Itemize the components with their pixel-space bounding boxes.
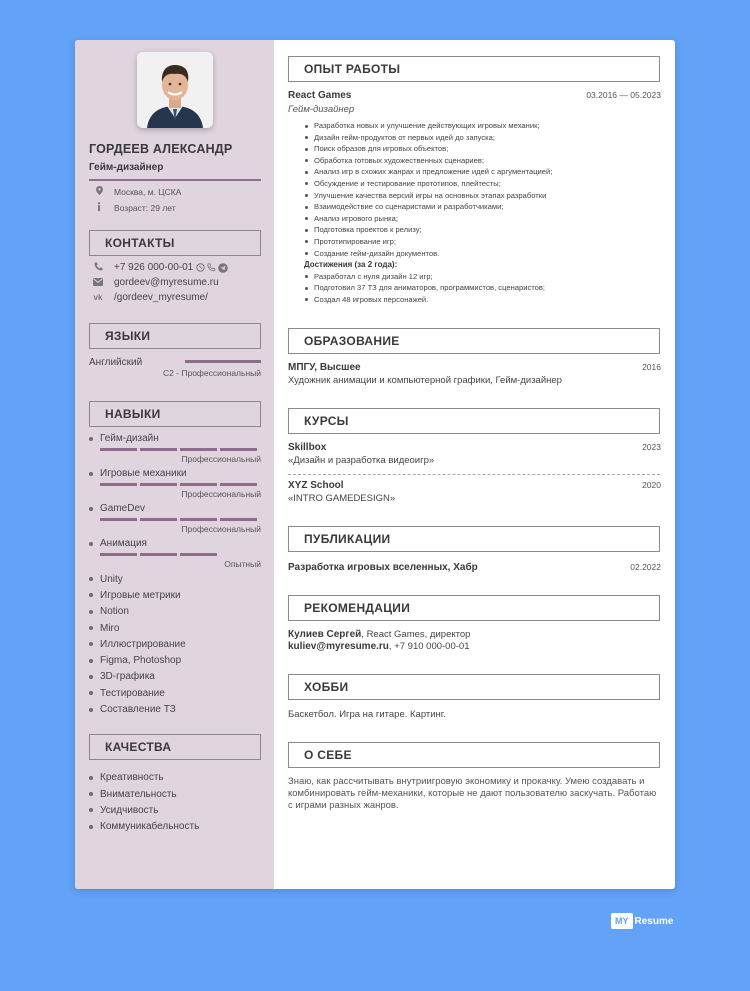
list-item: Создание гейм-дизайн документов. (304, 248, 661, 260)
language-level-bar (185, 360, 261, 363)
list-item: Креативность (89, 770, 260, 786)
skill-bars (100, 553, 261, 556)
recommender-position: , React Games, директор (361, 628, 471, 640)
bullet-icon (89, 507, 93, 511)
list-item: Прототипирование игр; (304, 236, 661, 248)
hobbies-text: Баскетбол. Игра на гитаре. Картинг. (288, 708, 446, 720)
location-row (89, 186, 260, 197)
skill-item (89, 503, 261, 534)
bullet-icon (89, 691, 93, 695)
course-name: XYZ School (288, 479, 344, 491)
school-name: МПГУ, Высшее (288, 361, 361, 373)
bullet-icon (89, 542, 93, 546)
list-item: Игровые метрики (89, 587, 260, 603)
education-header (288, 362, 661, 373)
list-item: Figma, Photoshop (89, 652, 260, 668)
sidebar (75, 40, 274, 889)
skill-bars (100, 448, 261, 451)
skill-level: Профессиональный (181, 454, 261, 464)
email-row (89, 277, 260, 288)
skill-level: Опытный (224, 559, 261, 569)
recommender-email[interactable]: kuliev@myresume.ru (288, 640, 389, 652)
list-item: Коммуникабельность (89, 819, 260, 835)
bullet-icon (89, 593, 93, 597)
bullet-icon (89, 808, 93, 812)
bullet-icon (89, 659, 93, 663)
bullet-icon (89, 577, 93, 581)
publication-item (288, 562, 661, 573)
hobbies-heading: ХОББИ (288, 674, 660, 700)
skill-name: GameDev (100, 503, 146, 514)
course-year: 2023 (642, 441, 661, 452)
publication-date: 02.2022 (630, 561, 661, 572)
job-dates: 03.2016 — 05.2023 (586, 90, 661, 100)
logo-resume: Resume (634, 915, 674, 927)
about-heading: О СЕБЕ (288, 742, 660, 768)
skill-level: Профессиональный (181, 489, 261, 499)
skill-name: Игровые механики (100, 468, 187, 479)
main-content (274, 40, 675, 889)
list-item: Анализ игрового рынка; (304, 213, 661, 225)
skill-item (89, 433, 261, 464)
recommendations-heading: РЕКОМЕНДАЦИИ (288, 595, 660, 621)
age-text: Возраст: 29 лет (114, 202, 176, 213)
email-text[interactable]: gordeev@myresume.ru (114, 277, 219, 288)
publication-title: Разработка игровых вселенных, Хабр (288, 561, 478, 573)
skills-heading: НАВЫКИ (89, 401, 261, 427)
course-year: 2020 (642, 479, 661, 490)
myresume-logo[interactable] (611, 913, 673, 929)
job-role: Гейм-дизайнер (288, 104, 355, 115)
contacts-heading: КОНТАКТЫ (89, 230, 261, 256)
skill-item (89, 468, 261, 499)
whatsapp-icon[interactable] (196, 263, 205, 272)
info-icon (93, 202, 105, 213)
skill-name: Анимация (100, 538, 147, 549)
education-heading: ОБРАЗОВАНИЕ (288, 328, 660, 354)
bullet-icon (89, 472, 93, 476)
resume-sheet (75, 40, 675, 889)
phone-icon (92, 262, 104, 273)
list-item: Подготовка проектов к релизу; (304, 224, 661, 236)
list-item: 3D-графика (89, 669, 260, 685)
skill-level: Профессиональный (181, 524, 261, 534)
list-item: Разработал с нуля дизайн 12 игр; (304, 271, 661, 283)
language-name: Английский (89, 357, 143, 368)
courses-heading: КУРСЫ (288, 408, 660, 434)
location-text: Москва, м. ЦСКА (114, 186, 182, 197)
list-item: Иллюстрирование (89, 636, 260, 652)
languages-heading: ЯЗЫКИ (89, 323, 261, 349)
list-item: Обработка готовых художественных сценариев; (304, 155, 661, 167)
skill-bars (100, 518, 261, 521)
course-header (288, 480, 661, 491)
email-icon (92, 278, 104, 288)
job-header (288, 90, 661, 101)
telegram-icon[interactable] (218, 263, 228, 273)
bullet-icon (89, 642, 93, 646)
skills-simple-list (89, 571, 260, 718)
list-item: Улучшение качества версий игры на основных этапах разработки (304, 190, 661, 202)
vk-row (89, 292, 260, 303)
skill-item (89, 538, 261, 569)
about-text: Знаю, как рассчитывать внутриигровую экономику и прокачку. Умею создавать и комбинировать гейм-механики, которые не дают пользователю заскучать. Работаю с играми разных жанров. (288, 775, 657, 811)
bullet-icon (89, 825, 93, 829)
list-item: Дизайн гейм-продуктов от первых идей до запуска; (304, 132, 661, 144)
profile-photo (137, 52, 213, 128)
list-item: Обсуждение и тестирование прототипов, плейтесты; (304, 178, 661, 190)
skill-name: Гейм-дизайн (100, 433, 159, 444)
bullet-icon (89, 626, 93, 630)
list-item: Поиск образов для игровых объектов; (304, 143, 661, 155)
list-item: Анализ игр в схожих жанрах и предложение идей с аргументацией; (304, 166, 661, 178)
list-item: Создал 48 игровых персонажей. (304, 294, 661, 306)
publications-heading: ПУБЛИКАЦИИ (288, 526, 660, 552)
bullet-icon (89, 610, 93, 614)
vk-icon: vk (93, 293, 103, 302)
experience-heading: ОПЫТ РАБОТЫ (288, 56, 660, 82)
recommender-name: Кулиев Сергей (288, 628, 362, 640)
education-degree: Художник анимации и компьютерной графики, Гейм-дизайнер (288, 374, 562, 386)
course-title: «Дизайн и разработка видеоигр» (288, 454, 435, 466)
list-item: Miro (89, 620, 260, 636)
qualities-heading: КАЧЕСТВА (89, 734, 261, 760)
course-header (288, 442, 661, 453)
recommender-phone: , +7 910 000-00-01 (388, 640, 470, 652)
logo-my: MY (611, 913, 633, 929)
list-item: Взаимодействие со сценаристами и разработчиками; (304, 201, 661, 213)
skills-rated-list (89, 433, 260, 569)
achievements-title: Достижения (за 2 года): (304, 260, 398, 270)
qualities-list (89, 770, 260, 835)
bullet-icon (89, 708, 93, 712)
list-item: Unity (89, 571, 260, 587)
achievements-list (288, 271, 661, 306)
bullet-icon (89, 437, 93, 441)
recommendation-person (288, 629, 661, 640)
list-item: Подготовил 37 ТЗ для аниматоров, программистов, сценаристов; (304, 282, 661, 294)
language-item (89, 357, 261, 381)
course-name: Skillbox (288, 441, 327, 453)
list-item: Составление ТЗ (89, 701, 260, 717)
viber-icon[interactable] (207, 263, 216, 272)
education-year: 2016 (642, 361, 661, 372)
duties-list (288, 120, 661, 259)
list-item: Notion (89, 604, 260, 620)
bullet-icon (89, 792, 93, 796)
age-row (89, 202, 260, 213)
language-level: C2 - Профессиональный (162, 368, 261, 378)
list-item: Тестирование (89, 685, 260, 701)
job-title: Гейм-дизайнер (89, 162, 261, 181)
phone-text[interactable]: +7 926 000-00-01 (114, 262, 194, 273)
bullet-icon (89, 675, 93, 679)
phone-row (89, 262, 260, 273)
vk-text[interactable]: /gordeev_myresume/ (114, 292, 208, 303)
list-item: Разработка новых и улучшение действующих игровых механик; (304, 120, 661, 132)
list-item: Усидчивость (89, 802, 260, 818)
skill-bars (100, 483, 261, 486)
course-title: «INTRO GAMEDESIGN» (288, 492, 396, 504)
divider (288, 474, 660, 475)
recommendation-contacts (288, 641, 661, 652)
full-name: ГОРДЕЕВ АЛЕКСАНДР (89, 142, 233, 156)
company-name: React Games (288, 90, 352, 101)
bullet-icon (89, 776, 93, 780)
list-item: Внимательность (89, 786, 260, 802)
location-pin-icon (93, 186, 105, 197)
